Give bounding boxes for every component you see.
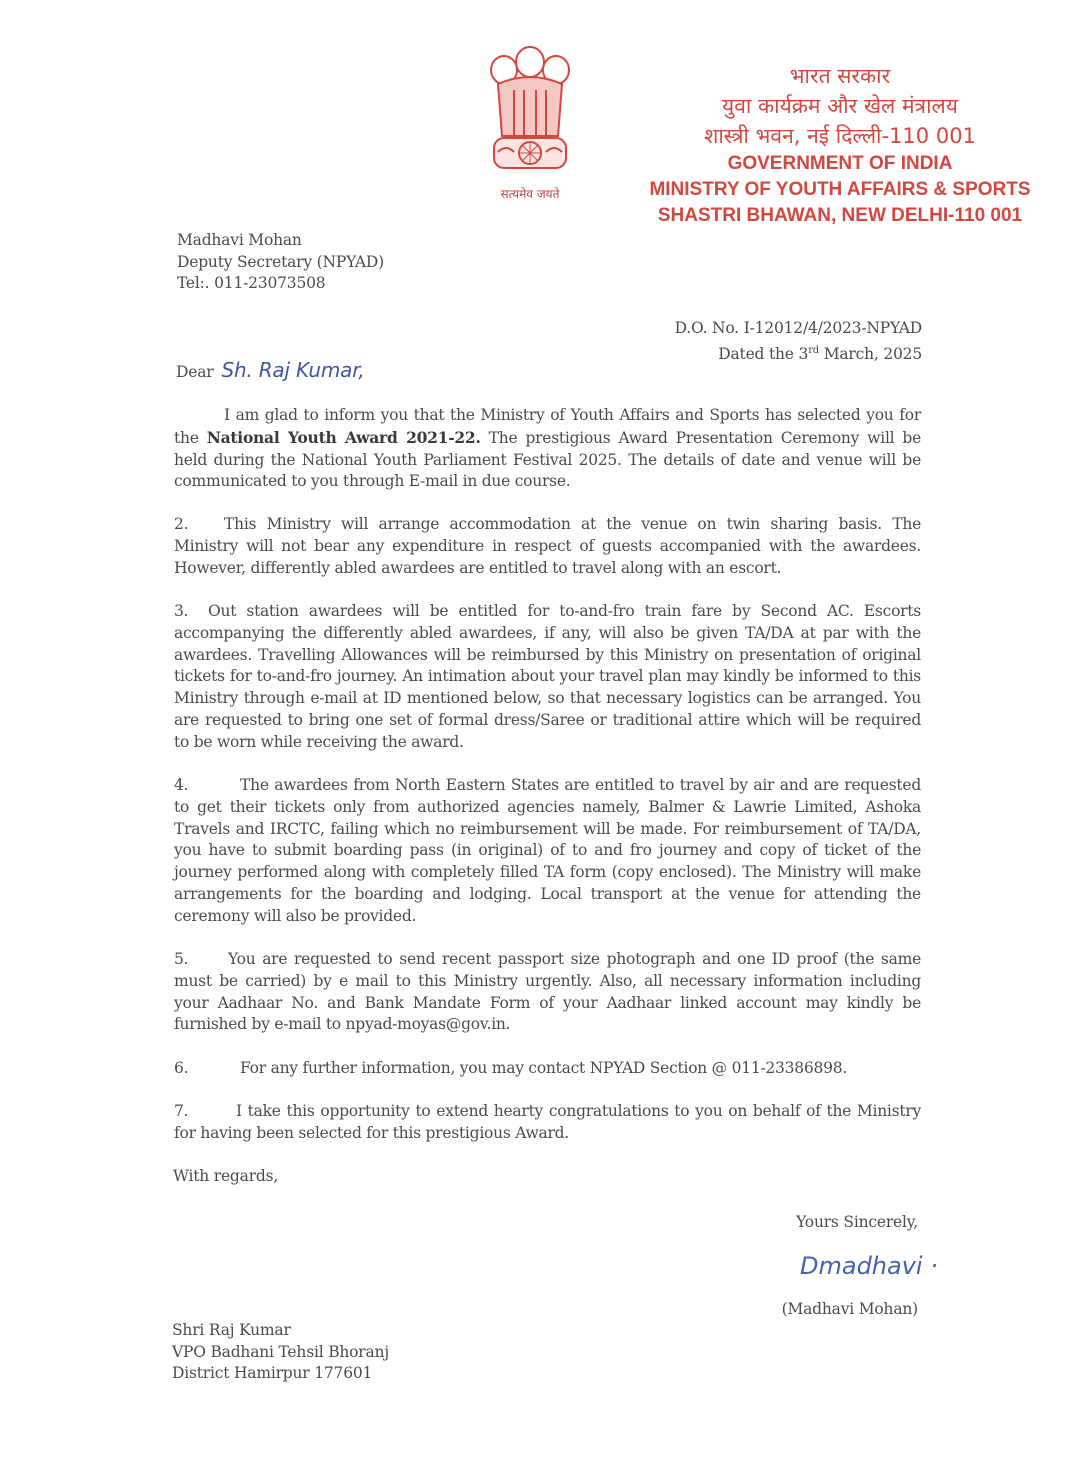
paragraph-1 (174, 405, 921, 493)
paragraph-text: I take this opportunity to extend hearty congratulations to you on behalf of the Ministry for having been selected for this prestigious Award. (174, 1102, 921, 1142)
recipient-address-line-1: VPO Badhani Tehsil Bhoranj (172, 1342, 389, 1361)
paragraph-5 (174, 949, 921, 1036)
recipient-address (172, 1320, 389, 1385)
paragraph-number: 2. (174, 515, 189, 533)
header-address: SHASTRI BHAWAN, NEW DELHI-110 001 (657, 205, 1023, 226)
do-number: D.O. No. I-12012/4/2023-NPYAD (674, 319, 922, 337)
handwritten-recipient-name: Sh. Raj Kumar, (221, 358, 365, 382)
paragraph-2 (174, 514, 921, 579)
header-hindi-address: शास्त्री भवन, नई दिल्ली-110 001 (704, 124, 976, 148)
salutation (176, 360, 365, 384)
paragraph-6 (174, 1058, 921, 1080)
header-ministry: MINISTRY OF YOUTH AFFAIRS & SPORTS (649, 179, 1031, 200)
paragraph-number: 5. (174, 950, 189, 968)
sender-designation: Deputy Secretary (NPYAD) (177, 252, 384, 271)
header-hindi-ministry: युवा कार्यक्रम और खेल मंत्रालय (722, 94, 958, 118)
emblem-motto: सत्यमेव जयते (500, 187, 560, 201)
handwritten-signature: Dmadhavi · (800, 1252, 938, 1280)
paragraph-text: This Ministry will arrange accommodation at the venue on twin sharing basis. The Ministry will not bear any expenditure in respect of guests accompanied with the awardees. However, differently abled awardees are entitled to travel along with an escort. (174, 515, 921, 577)
date-prefix: Dated the 3 (718, 344, 809, 363)
header-government: GOVERNMENT OF INDIA (727, 153, 953, 174)
paragraph-text: Out station awardees will be entitled for to-and-fro train fare by Second AC. Escorts accompanying the differently abled awardees, if any, will also be given TA/DA at par with the awardees. Travelling Allowances will be reimbursed by this Ministry on presentation of original tickets for to-and-fro journey. An intimation about your travel plan may kindly be informed to this Ministry through e-mail at ID mentioned below, so that necessary logistics can be arranged. You are requested to bring one set of formal dress/Saree or traditional attire which will be required to be worn while receiving the award. (174, 602, 921, 751)
closing-sincerely: Yours Sincerely, (796, 1213, 918, 1231)
award-name: National Youth Award 2021-22. (206, 427, 481, 447)
date-suffix: March, 2025 (818, 344, 922, 363)
sender-block (177, 230, 384, 295)
paragraph-7 (174, 1101, 921, 1145)
paragraph-number: 3. (174, 602, 189, 620)
recipient-address-line-2: District Hamirpur 177601 (172, 1364, 373, 1383)
paragraph-number: 7. (174, 1102, 189, 1120)
paragraph-text: You are requested to send recent passport size photograph and one ID proof (the same must be carried) by e mail to this Ministry urgently. Also, all necessary information including your Aadhaar No. and Bank Mandate Form of your Aadhaar linked account may kindly be furnished by e-mail to npyad-moyas@gov.in. (174, 950, 921, 1034)
sender-name: Madhavi Mohan (177, 231, 302, 249)
p1-text-pre: I am glad to inform you that the Ministry of Youth Affairs and Sports has selected you for the (174, 406, 921, 447)
paragraph-number: 6. (174, 1059, 189, 1077)
recipient-name: Shri Raj Kumar (172, 1321, 291, 1339)
paragraph-text: For any further information, you may contact NPYAD Section @ 011-23386898. (240, 1059, 848, 1077)
paragraph-text: The awardees from North Eastern States are entitled to travel by air and are requested to get their tickets only from authorized agencies namely, Balmer & Lawrie Limited, Ashoka Travels and IRCTC, failing which no reimbursement will be made. For reimbursement of TA/DA, you have to submit boarding pass (in original) of to and fro journey and copy of ticket of the journey performed along with completely filled TA form (copy enclosed). The Ministry will make arrangements for the boarding and lodging. Local transport at the venue for attending the ceremony will also be provided. (174, 776, 921, 925)
paragraph-number: 4. (174, 776, 189, 794)
p1-text-post: The prestigious Award Presentation Ceremony will be held during the National Youth Parliament Festival 2025. The details of date and venue will be communicated to you through E-mail in due course. (174, 428, 921, 491)
ashoka-emblem-icon (484, 40, 576, 200)
closing-regards: With regards, (173, 1167, 279, 1185)
header-hindi-government: भारत सरकार (789, 64, 891, 88)
date-sup: rd (808, 344, 819, 356)
signatory-name: (Madhavi Mohan) (781, 1300, 918, 1318)
paragraph-4 (174, 775, 921, 928)
letter-date (675, 340, 922, 366)
paragraph-3 (174, 601, 921, 754)
salutation-dear: Dear (176, 363, 214, 381)
sender-tel: Tel:. 011-23073508 (177, 274, 326, 293)
reference-block (675, 318, 922, 366)
